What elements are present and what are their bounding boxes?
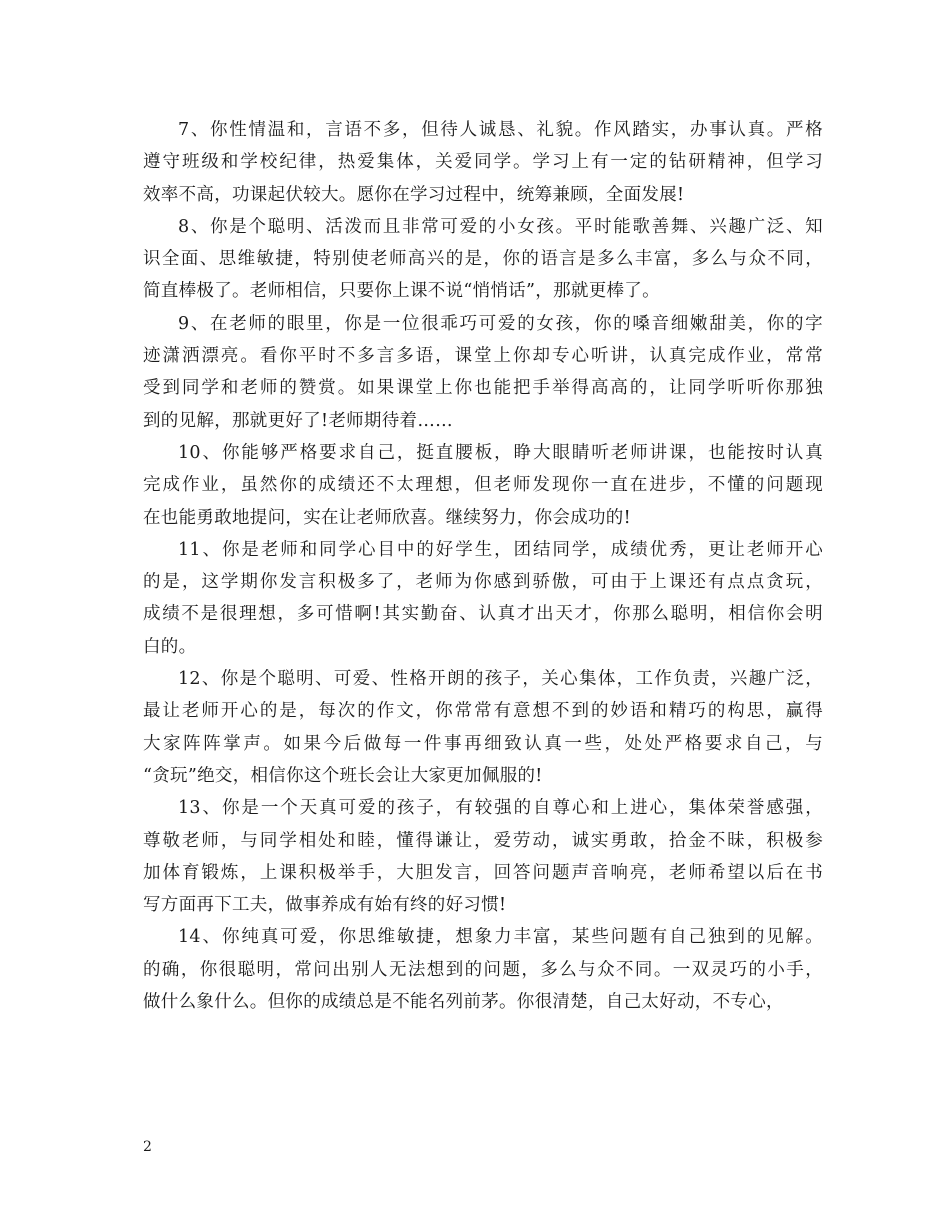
- paragraph-line: 遵守班级和学校纪律，热爱集体，关爱同学。学习上有一定的钻研精神，但学习: [143, 152, 823, 173]
- paragraph-line: 白的。: [143, 636, 197, 657]
- paragraph-line: 尊敬老师，与同学相处和睦，懂得谦让，爱劳动，诚实勇敢，拾金不昧，积极参: [143, 830, 823, 851]
- paragraph-line: 的确，你很聪明，常问出别人无法想到的问题，多么与众不同。一双灵巧的小手，: [143, 959, 823, 980]
- paragraph-line: 效率不高，功课起伏较大。愿你在学习过程中，统筹兼顾，全面发展!: [143, 184, 685, 205]
- paragraph-line: 在也能勇敢地提问，实在让老师欣喜。继续努力，你会成功的!: [143, 507, 631, 528]
- paragraph-line: 受到同学和老师的赞赏。如果课堂上你也能把手举得高高的，让同学听听你那独: [143, 378, 823, 399]
- comment-paragraph: [143, 534, 823, 663]
- comment-paragraph: [143, 921, 823, 1018]
- document-body: [143, 114, 823, 1018]
- paragraph-line: “贪玩”绝交，相信你这个班长会让大家更加佩服的!: [143, 765, 543, 786]
- paragraph-line: 的是，这学期你发言积极多了，老师为你感到骄傲，可由于上课还有点点贪玩，: [143, 572, 823, 593]
- page-number: 2: [143, 1139, 152, 1155]
- paragraph-line: 到的见解，那就更好了!老师期待着……: [143, 410, 453, 431]
- paragraph-line: 7、你性情温和，言语不多，但待人诚恳、礼貌。作风踏实，办事认真。严格: [178, 120, 823, 140]
- paragraph-line: 写方面再下工夫，做事养成有始有终的好习惯!: [143, 895, 507, 916]
- paragraph-line: 大家阵阵掌声。如果今后做每一件事再细致认真一些，处处严格要求自己，与: [143, 733, 823, 754]
- comment-paragraph: [143, 308, 823, 437]
- paragraph-line: 完成作业，虽然你的成绩还不太理想，但老师发现你一直在进步，不懂的问题现: [143, 475, 823, 496]
- comment-paragraph: [143, 792, 823, 921]
- paragraph-line: 加体育锻炼，上课积极举手，大胆发言，回答问题声音响亮，老师希望以后在书: [143, 862, 823, 883]
- paragraph-line: 迹潇洒漂亮。看你平时不多言多语，课堂上你却专心听讲，认真完成作业，常常: [143, 346, 823, 367]
- comment-paragraph: [143, 663, 823, 792]
- paragraph-line: 做什么象什么。但你的成绩总是不能名列前茅。你很清楚，自己太好动，不专心，: [143, 992, 784, 1013]
- paragraph-line: 14、你纯真可爱，你思维敏捷，想象力丰富，某些问题有自己独到的见解。: [178, 927, 823, 948]
- paragraph-line: 成绩不是很理想，多可惜啊!其实勤奋、认真才出天才，你那么聪明，相信你会明: [143, 604, 823, 625]
- comment-paragraph: [143, 437, 823, 534]
- paragraph-line: 9、在老师的眼里，你是一位很乖巧可爱的女孩，你的嗓音细嫩甜美，你的字: [178, 313, 823, 334]
- paragraph-line: 10、你能够严格要求自己，挺直腰板，睁大眼睛听老师讲课，也能按时认真: [178, 442, 823, 463]
- paragraph-line: 11、你是老师和同学心目中的好学生，团结同学，成绩优秀，更让老师开心: [178, 539, 823, 560]
- comment-paragraph: [143, 211, 823, 308]
- paragraph-line: 12、你是个聪明、可爱、性格开朗的孩子，关心集体，工作负责，兴趣广泛，: [178, 669, 823, 690]
- paragraph-line: 简直棒极了。老师相信，只要你上课不说“悄悄话”，那就更棒了。: [143, 281, 660, 302]
- paragraph-line: 13、你是一个天真可爱的孩子，有较强的自尊心和上进心，集体荣誉感强，: [178, 798, 823, 819]
- paragraph-line: 8、你是个聪明、活泼而且非常可爱的小女孩。平时能歌善舞、兴趣广泛、知: [178, 216, 823, 237]
- paragraph-line: 识全面、思维敏捷，特别使老师高兴的是，你的语言是多么丰富，多么与众不同，: [143, 249, 823, 270]
- paragraph-line: 最让老师开心的是，每次的作文，你常常有意想不到的妙语和精巧的构思，赢得: [143, 701, 823, 722]
- comment-paragraph: [143, 114, 823, 211]
